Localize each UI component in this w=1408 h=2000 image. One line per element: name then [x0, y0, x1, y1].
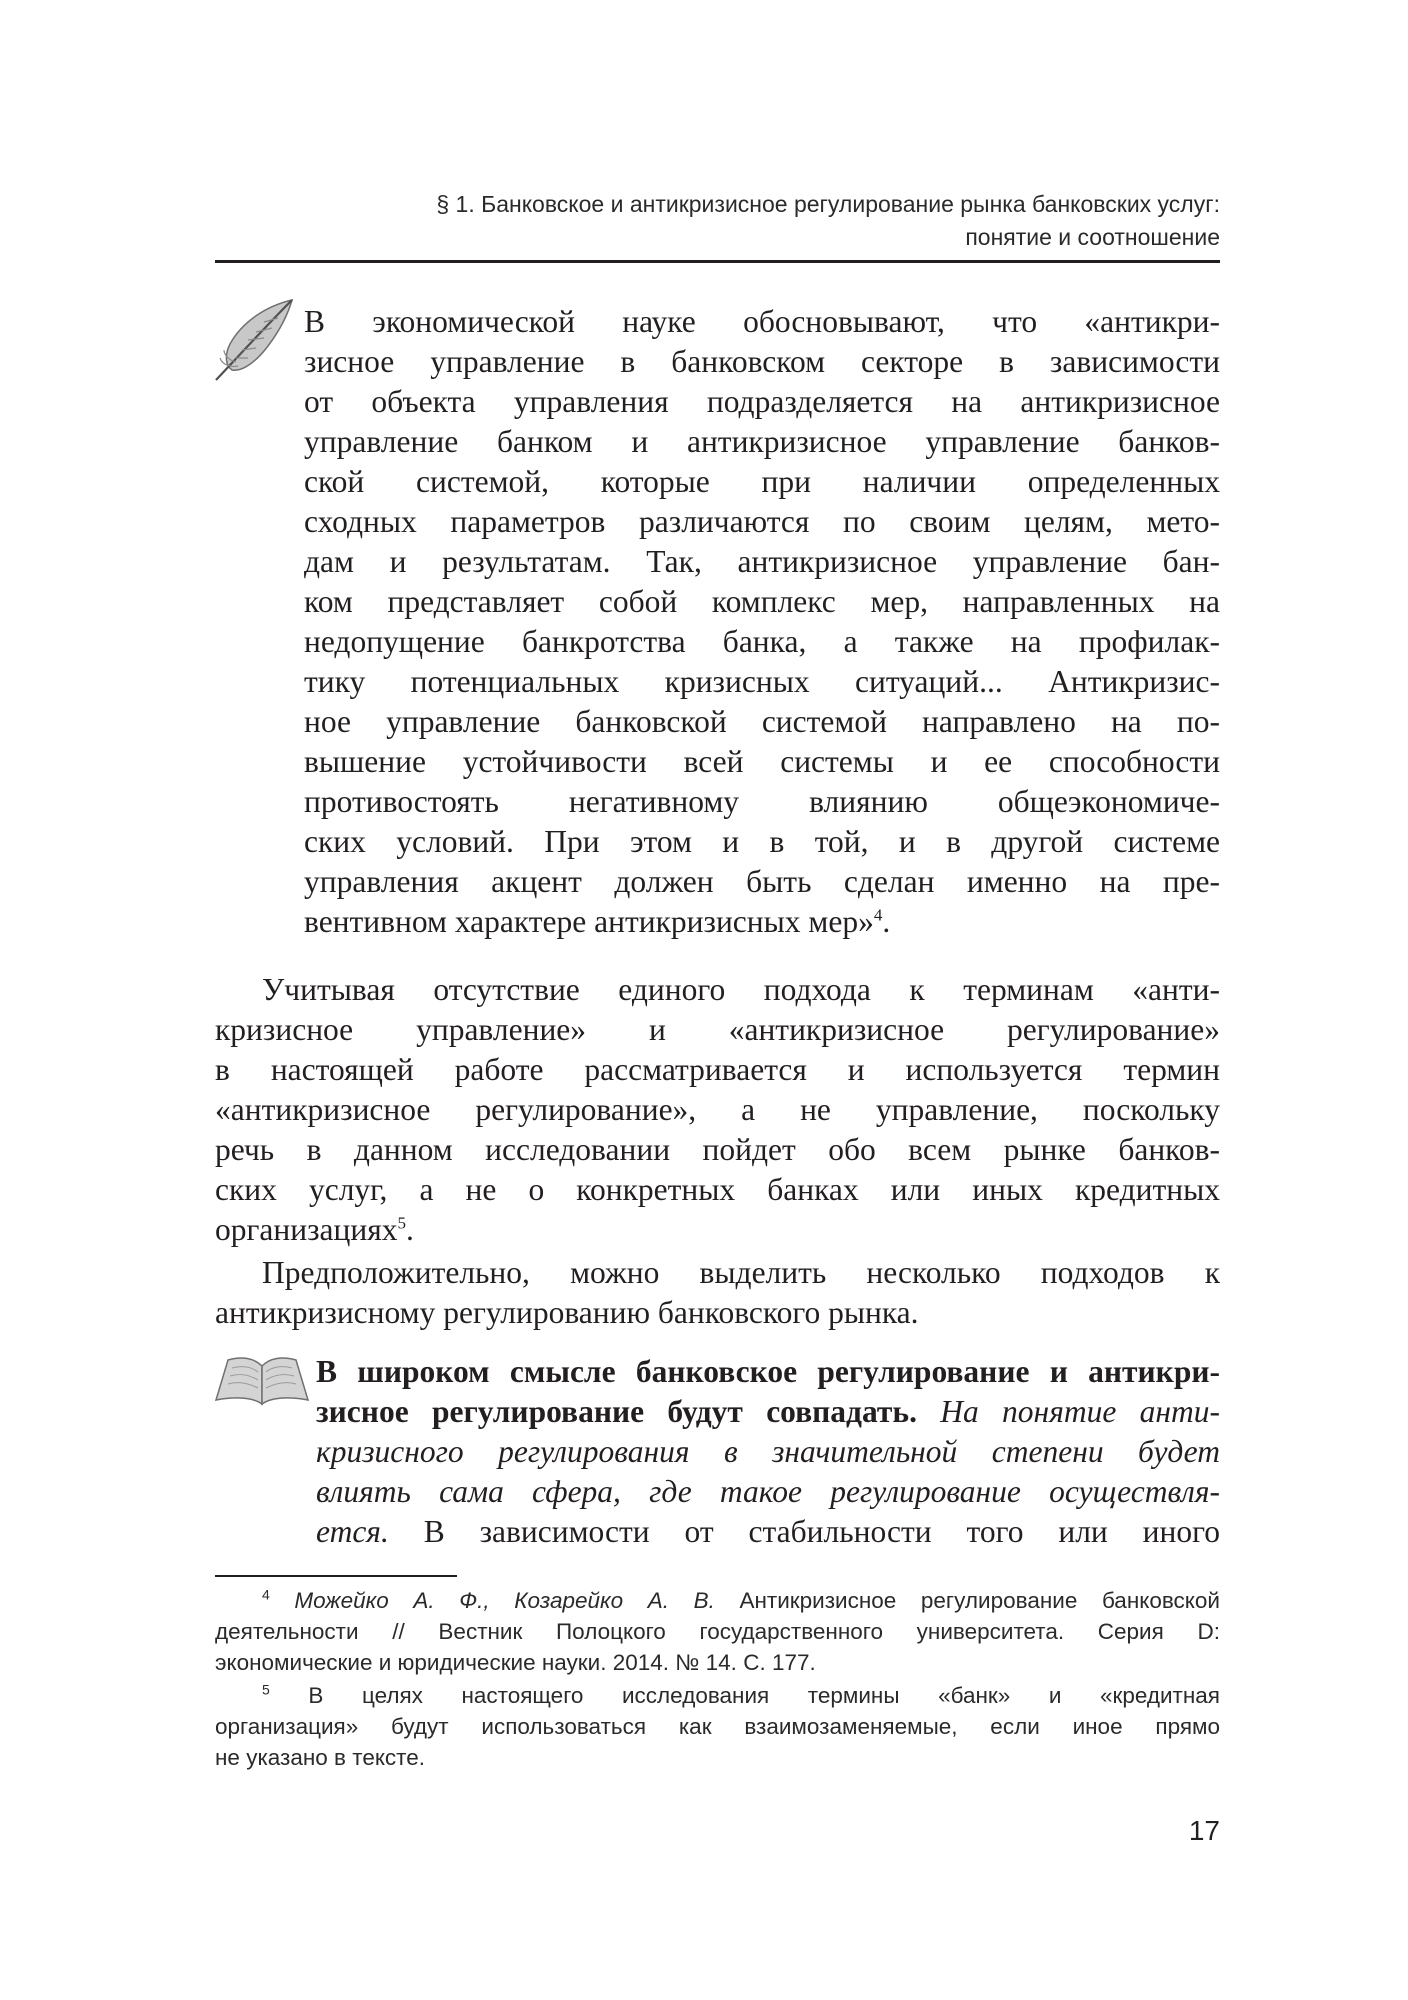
paragraph-end-punct: .: [406, 1212, 414, 1247]
open-book-icon: [212, 1352, 312, 1408]
paragraph-line: Предположительно, можно выделить несколько подходов к: [262, 1255, 1220, 1290]
bold-line: В широком смысле банковское регулирование и антикри-: [316, 1354, 1220, 1389]
paragraph-line: Учитывая отсутствие единого подхода к терминам «анти-: [262, 972, 1220, 1007]
quote-line: зисное управление в банковском секторе в зависимости: [304, 344, 1220, 379]
quote-last-line: [304, 902, 1220, 942]
paragraph-line: в настоящей работе рассматривается и используется термин: [215, 1052, 1220, 1087]
mixed-line: [316, 1512, 1220, 1552]
quote-line: сходных параметров различаются по своим целям, мето-: [304, 504, 1220, 539]
paragraph-line: кризисное управление» и «антикризисное регулирование»: [215, 1012, 1220, 1047]
footnote-line: организация» будут использоваться как взаимозаменяемые, если иное прямо: [215, 1714, 1220, 1739]
bold-dot: .: [909, 1394, 917, 1429]
bold-text: зисное регулирование будут совпадать: [316, 1394, 910, 1429]
footnote-number: 4: [262, 1586, 270, 1603]
regular-text: В зависимости от стабильности того или иного: [388, 1514, 1220, 1549]
quote-line: ской системой, которые при наличии определенных: [304, 464, 1220, 499]
quote-line: управление банком и антикризисное управление банков-: [304, 424, 1220, 459]
quote-end-punct: .: [882, 904, 891, 939]
paragraph-line: «антикризисное регулирование», а не управление, поскольку: [215, 1092, 1220, 1127]
footnote-rule: [215, 1575, 457, 1577]
header-line-1: § 1. Банковское и антикризисное регулирование рынка банковских услуг:: [436, 191, 1220, 217]
quote-line: от объекта управления подразделяется на антикризисное: [304, 384, 1220, 419]
paragraph-line: ских услуг, а не о конкретных банках или иных кредитных: [215, 1172, 1220, 1207]
italic-text: На понятие анти-: [916, 1394, 1220, 1429]
footnote-line: деятельности // Вестник Полоцкого государственного университета. Серия D:: [215, 1619, 1220, 1644]
footnote-line: [215, 1680, 1220, 1711]
italic-line: кризисного регулирования в значительной степени будет: [316, 1434, 1220, 1469]
footnote-text: Антикризисное регулирование банковской: [714, 1588, 1220, 1613]
quote-line: тику потенциальных кризисных ситуаций... Антикризис-: [304, 664, 1220, 699]
footnote-4: [215, 1585, 1220, 1678]
quote-line: ских условий. При этом и в той, и в другой системе: [304, 824, 1220, 859]
paragraph-line: речь в данном исследовании пойдет обо всем рынке банков-: [215, 1132, 1220, 1167]
italic-line: влиять сама сфера, где такое регулирование осуществля-: [316, 1474, 1220, 1509]
paragraph-line: антикризисному регулированию банковского рынка.: [215, 1295, 919, 1330]
feather-icon: [208, 296, 300, 384]
header-rule: [215, 260, 1220, 263]
paragraph-last-text: организациях: [215, 1212, 398, 1247]
footnote-5: [215, 1680, 1220, 1773]
footnote-number: 5: [262, 1681, 270, 1698]
quote-line: управления акцент должен быть сделан именно на пре-: [304, 864, 1220, 899]
quote-last-text: вентивном характере антикризисных мер»: [304, 904, 874, 939]
header-line-2: понятие и соотношение: [965, 224, 1220, 250]
quote-line: недопущение банкротства банка, а также на профилак-: [304, 624, 1220, 659]
footnote-text: В целях настоящего исследования термины «банк» и «кредитная: [269, 1683, 1220, 1708]
paragraph-broad-sense: [316, 1352, 1220, 1552]
footnote-line: [215, 1585, 1220, 1616]
paragraph-approaches: [215, 1253, 1220, 1333]
footnote-ref-4[interactable]: 4: [873, 905, 883, 925]
mixed-line: [316, 1392, 1220, 1432]
page-number: 17: [1188, 1815, 1220, 1846]
quote-line: В экономической науке обосновывают, что «антикри-: [304, 304, 1220, 339]
quote-line: противостоять негативному влиянию общеэкономиче-: [304, 784, 1220, 819]
quote-paragraph: [304, 302, 1220, 942]
quote-line: ное управление банковской системой направлено на по-: [304, 704, 1220, 739]
footnote-ref-5[interactable]: 5: [397, 1213, 406, 1233]
running-header: [215, 188, 1220, 254]
paragraph-last-line: [215, 1210, 1220, 1250]
footnote-line: экономические и юридические науки. 2014. № 14. С. 177.: [215, 1650, 816, 1675]
quote-line: вышение устойчивости всей системы и ее способности: [304, 744, 1220, 779]
footnote-authors: Можейко А. Ф., Козарейко А. В.: [294, 1588, 715, 1613]
italic-text: ется.: [316, 1514, 389, 1549]
quote-line: дам и результатам. Так, антикризисное управление бан-: [304, 544, 1220, 579]
footnote-line: не указано в тексте.: [215, 1745, 425, 1770]
paragraph-terms: [215, 970, 1220, 1250]
quote-line: ком представляет собой комплекс мер, направленных на: [304, 584, 1220, 619]
